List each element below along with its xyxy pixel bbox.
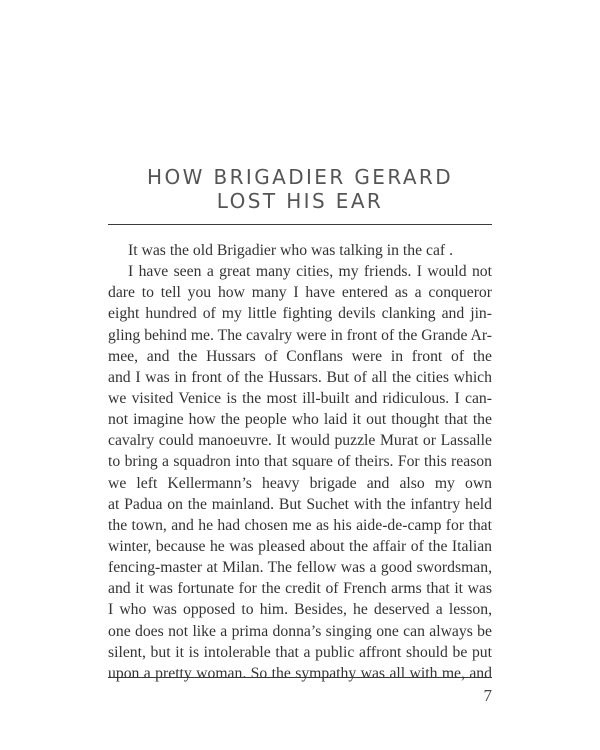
paragraph-line: we visited Venice is the most ill-built and ridiculous. I can- bbox=[108, 389, 492, 407]
paragraph-line: not imagine how the people who laid it out thought that the bbox=[108, 411, 492, 429]
paragraph-line: the town, and he had chosen me as his aide-de-camp for that bbox=[108, 516, 492, 534]
paragraph-line: mee, and the Hussars of Conflans were in front of the bbox=[108, 347, 492, 365]
paragraph-line: dare to tell you how many I have entered as a conqueror bbox=[108, 284, 492, 302]
paragraph-line: and it was fortunate for the credit of French arms that it was bbox=[108, 580, 492, 598]
page-number: 7 bbox=[483, 686, 492, 705]
paragraph-line: we left Kellermann’s heavy brigade and also my own bbox=[108, 474, 492, 492]
chapter-title-line-2: LOST HIS EAR bbox=[216, 189, 384, 213]
paragraph-line: fencing-master at Milan. The fellow was a good swordsman, bbox=[108, 559, 492, 577]
chapter-body bbox=[108, 240, 492, 684]
title-divider bbox=[108, 224, 492, 225]
paragraph-line: one does not like a prima donna’s singing one can always be bbox=[108, 622, 492, 640]
paragraph-line: upon a pretty woman. So the sympathy was all with me, and bbox=[108, 664, 492, 682]
paragraph-line: eight hundred of my little fighting devils clanking and jin- bbox=[108, 305, 492, 323]
paragraph-line: and I was in front of the Hussars. But of all the cities which bbox=[108, 368, 492, 386]
paragraph-line: I have seen a great many cities, my friends. I would not bbox=[128, 263, 492, 281]
paragraph-line: cavalry could manoeuvre. It would puzzle Murat or Lassalle bbox=[108, 432, 492, 450]
paragraph-line: silent, but it is intolerable that a public affront should be put bbox=[108, 643, 492, 661]
chapter-title-line-1: HOW BRIGADIER GERARD bbox=[147, 165, 453, 189]
paragraph-line: at Padua on the mainland. But Suchet with the infantry held bbox=[108, 495, 492, 513]
chapter-title bbox=[108, 165, 492, 213]
paragraph-line: gling behind me. The cavalry were in front of the Grande Ar- bbox=[108, 326, 492, 344]
paragraph-line: winter, because he was pleased about the affair of the Italian bbox=[108, 537, 492, 555]
paragraph-line: It was the old Brigadier who was talking in the caf . bbox=[128, 242, 453, 259]
paragraph-line: to bring a squadron into that square of theirs. For this reason bbox=[108, 453, 492, 471]
paragraph-line: I who was opposed to him. Besides, he deserved a lesson, bbox=[108, 601, 492, 619]
footer-divider bbox=[108, 677, 492, 678]
